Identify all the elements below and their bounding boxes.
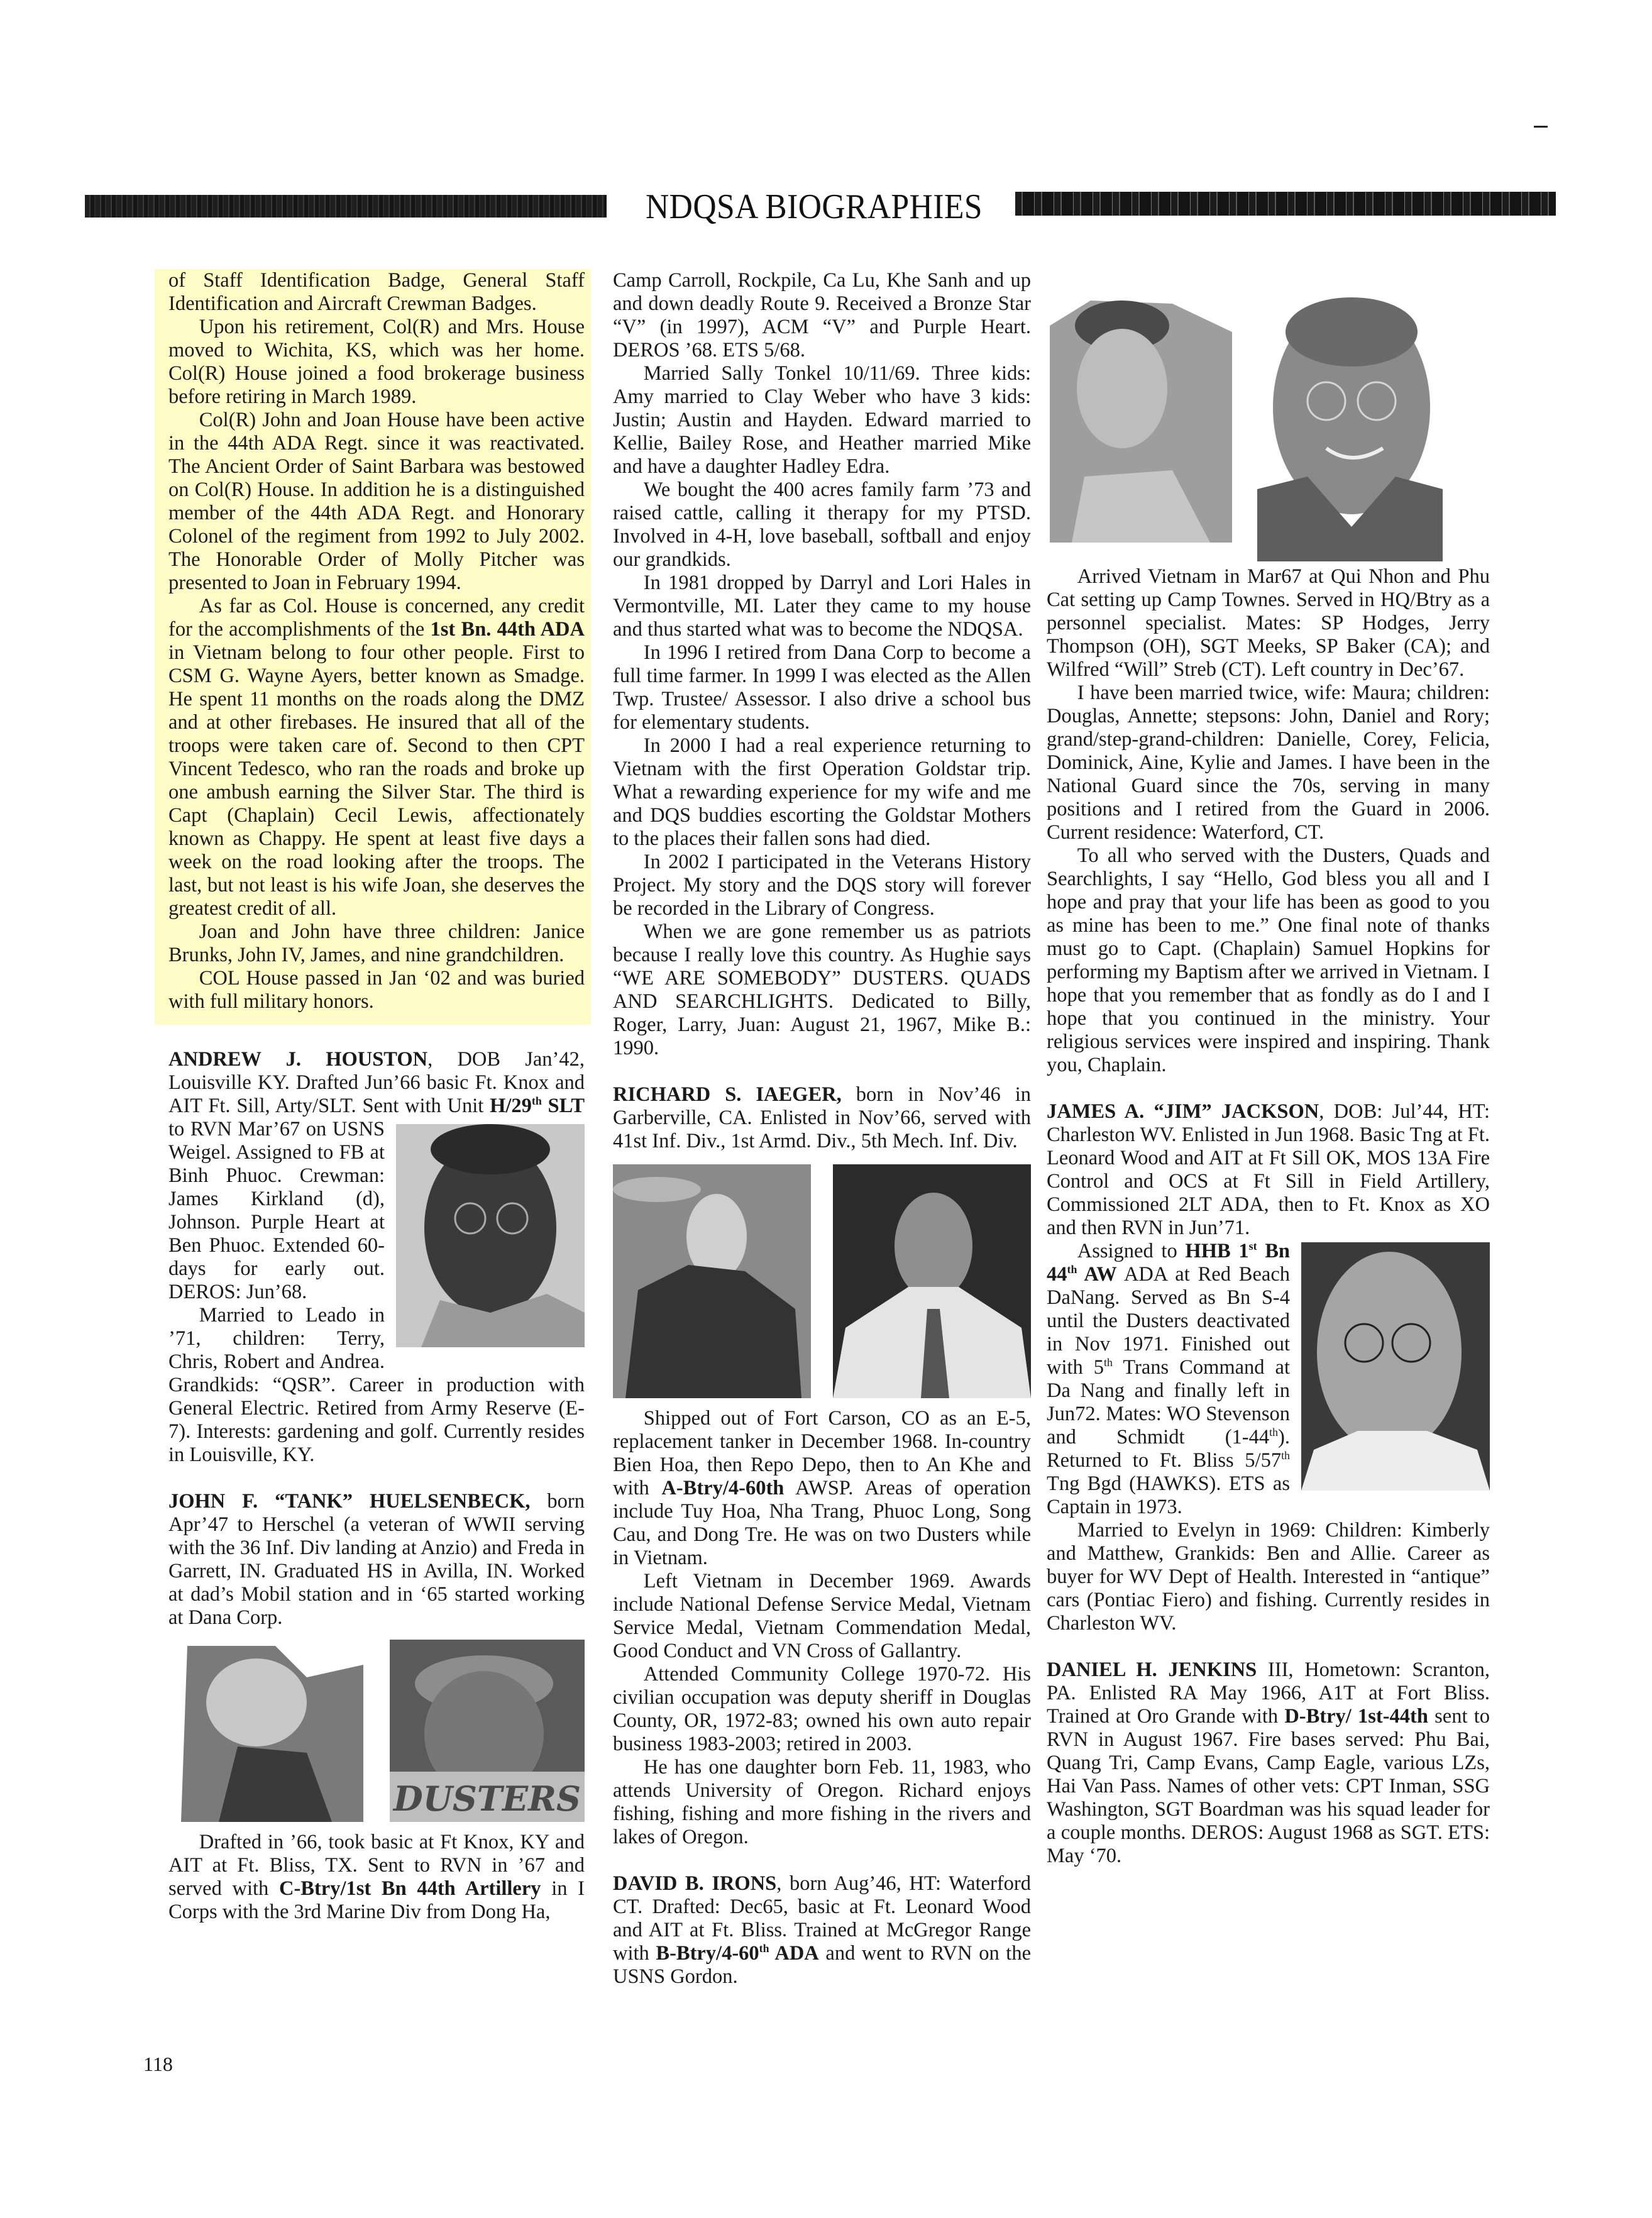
bio-paragraph: Assigned to HHB 1st Bn 44th AW ADA at Red Beach DaNang. Served as Bn S-4 until the Dusters deactivated in Nov 1971. Finished out with 5th Trans Command at Da Nang and finally left in Jun72. Mates: WO Stevenson and Schmidt (1-44th). Returned to Ft. Bliss 5/57th Tng Bgd (HAWKS). ETS as Captain in 1973. [1047, 1240, 1290, 1518]
banner-bar-right [1015, 192, 1556, 216]
photo-iaeger-recent [833, 1164, 1031, 1398]
bio-paragraph: Col(R) John and Joan House have been active in the 44th ADA Regt. since it was reactivated. The Ancient Order of Saint Barbara was bestowed on Col(R) House. In addition he is a distinguished member of the 44th ADA Regt. and Honorary Colonel of the regiment from 1992 to July 2002. The Honorable Order of Molly Pitcher was presented to Joan in February 1994. [168, 409, 585, 594]
bio-paragraph: Drafted in ’66, took basic at Ft Knox, KY and AIT at Ft. Bliss, TX. Sent to RVN in ’67 and served with C-Btry/1st Bn 44th Artillery in I Corps with the 3rd Marine Div from Dong Ha, [168, 1831, 585, 1923]
page-number: 118 [143, 2053, 173, 2075]
bio-name: ANDREW J. HOUSTON [168, 1048, 428, 1071]
page-title: NDQSA BIOGRAPHIES [646, 187, 983, 226]
bio-paragraph: ANDREW J. HOUSTON, DOB Jan’42, Louisville KY. Drafted Jun’66 basic Ft. Knox and AIT Ft. Sill, Arty/SLT. Sent with Unit H/29th SLT to RVN Mar’67 on USNS Weigel. Assigned to FB at Binh Phuoc. Crewman: James Kirkland (d), Johnson. Purple Heart at Ben Phuoc. Extended 60-days for early out. DEROS: Jun’68. [168, 1048, 585, 1304]
photo-iaeger-young [613, 1164, 811, 1398]
bio-paragraph: We bought the 400 acres family farm ’73 and raised cattle, calling it therapy for my PTSD. Involved in 4-H, love baseball, softball and enjoy our grandkids. [613, 478, 1031, 571]
bio-name: RICHARD S. IAEGER, [613, 1083, 842, 1106]
bio-name: DANIEL H. JENKINS [1047, 1658, 1257, 1681]
bio-paragraph: Married Sally Tonkel 10/11/69. Three kids: Amy married to Clay Weber who have 3 kids: Justin; Austin and Hayden. Edward married to Kellie, Bailey Rose, and Heather married Mike and have a daughter Hadley Edra. [613, 362, 1031, 478]
bio-paragraph: In 2000 I had a real experience returning to Vietnam with the first Operation Goldstar trip. What a rewarding experience for my wife and me and DQS buddies escorting the Goldstar Mothers to the places their fallen sons had died. [613, 734, 1031, 850]
photo-row [181, 1640, 585, 1822]
bio-paragraph: In 1996 I retired from Dana Corp to become a full time farmer. In 1999 I was elected as the Allen Twp. Trustee/ Assessor. I also drive a school bus for elementary students. [613, 641, 1031, 734]
photo-huelsenbeck-young [181, 1640, 363, 1822]
column-3 [1047, 269, 1490, 1868]
bio-name: JOHN F. “TANK” HUELSENBECK, [168, 1490, 531, 1513]
bio-paragraph: Married to Evelyn in 1969: Children: Kimberly and Matthew, Grankids: Ben and Allie. Career as buyer for WV Dept of Health. Interested in “antique” cars (Pontiac Fiero) and fishing. Currently resides in Charleston WV. [1047, 1519, 1490, 1635]
bio-paragraph: Attended Community College 1970-72. His civilian occupation was deputy sheriff in Douglas County, OR, 1972-83; owned his own auto repair business 1983-2003; retired in 2003. [613, 1663, 1031, 1755]
bio-paragraph: JOHN F. “TANK” HUELSENBECK, born Apr’47 to Herschel (a veteran of WWII serving with the 36 Inf. Div landing at Anzio) and Freda in Garrett, IN. Graduated HS in Avilla, IN. Worked at dad’s Mobil station and in ‘65 started working at Dana Corp. [168, 1490, 585, 1629]
bio-paragraph: In 2002 I participated in the Veterans History Project. My story and the DQS story will forever be recorded in the Library of Congress. [613, 851, 1031, 920]
bio-houston [168, 1048, 585, 1467]
bio-paragraph: DAVID B. IRONS, born Aug’46, HT: Waterford CT. Drafted: Dec65, basic at Ft. Leonard Wood and AIT at Ft. Bliss. Trained at McGregor Range with B-Btry/4-60th ADA and went to RVN on the USNS Gordon. [613, 1872, 1032, 1988]
bio-paragraph: As far as Col. House is concerned, any credit for the accomplishments of the 1st Bn. 44th ADA in Vietnam belong to four other people. First to CSM G. Wayne Ayers, better known as Smadge. He spent 11 months on the roads along the DMZ and at other firebases. He insured that all of the troops were taken care of. Second to then CPT Vincent Tedesco, who ran the roads and broke up one ambush earning the Silver Star. The third is Capt (Chaplain) Cecil Lewis, affectionately known as Chappy. He spent at least five days a week on the road looking after the troops. The last, but not least is his wife Joan, she deserves the greatest credit of all. [168, 595, 585, 920]
bio-paragraph: In 1981 dropped by Darryl and Lori Hales in Vermontville, MI. Later they came to my house and thus started what was to become the NDQSA. [613, 571, 1031, 641]
bio-irons [613, 1872, 1031, 1989]
bio-paragraph: Left Vietnam in December 1969. Awards include National Defense Service Medal, Vietnam Service Medal, Vietnam Commendation Medal, Good Conduct and VN Cross of Gallantry. [613, 1570, 1031, 1662]
photo-irons-young [1047, 288, 1232, 543]
bio-paragraph: He has one daughter born Feb. 11, 1983, who attends University of Oregon. Richard enjoys fishing, fishing and more fishing in the rivers and lakes of Oregon. [613, 1756, 1031, 1848]
bio-paragraph: Joan and John have three children: Janice Brunks, John IV, James, and nine grandchildren. [168, 920, 585, 966]
bio-name: JAMES A. “JIM” JACKSON [1047, 1100, 1319, 1123]
photo-houston [396, 1124, 585, 1347]
bio-paragraph: Camp Carroll, Rockpile, Ca Lu, Khe Sanh and up and down deadly Route 9. Received a Bronze Star “V” (in 1997), ACM “V” and Purple Heart. DEROS ’68. ETS 5/68. [613, 269, 1031, 361]
bio-paragraph: of Staff Identification Badge, General Staff Identification and Aircraft Crewman Badges. [168, 269, 585, 315]
photo-row [613, 1164, 1031, 1398]
photo-jackson [1301, 1242, 1490, 1491]
bio-jackson [1047, 1100, 1490, 1635]
highlighted-bio-house [155, 269, 591, 1025]
column-2 [613, 269, 1031, 1989]
bio-paragraph: When we are gone remember us as patriots because I really love this country. As Hughie says “WE ARE SOMEBODY” DUSTERS. QUADS AND SEARCHLIGHTS. Dedicated to Billy, Roger, Larry, Juan: August 21, 1967, Mike B.: 1990. [613, 920, 1031, 1059]
dusters-shirt-logo: DUSTERS [393, 1779, 581, 1819]
bio-paragraph: DANIEL H. JENKINS III, Hometown: Scranton, PA. Enlisted RA May 1966, A1T at Fort Bliss. Trained at Oro Grande with D-Btry/ 1st-44th sent to RVN in August 1967. Fire bases served: Phu Bai, Quang Tri, Camp Evans, Camp Eagle, various LZs, Hai Van Pass. Names of other vets: CPT Inman, SSG Washington, SGT Boardman was his squad leader for a couple months. DEROS: August 1968 as SGT. ETS: May ‘70. [1047, 1658, 1490, 1867]
bio-paragraph: COL House passed in Jan ‘02 and was buried with full military honors. [168, 967, 585, 1013]
bio-iaeger [613, 1083, 1031, 1849]
scan-mark [1534, 126, 1548, 128]
bio-paragraph: Shipped out of Fort Carson, CO as an E-5, replacement tanker in December 1968. In-country Bien Hoa, then Repo Depo, then to An Khe and with A-Btry/4-60th AWSP. Areas of operation include Tuy Hoa, Nha Trang, Phuoc Long, Song Cau, and Dong Tre. He was on two Dusters while in Vietnam. [613, 1407, 1031, 1569]
bio-paragraph: JAMES A. “JIM” JACKSON, DOB: Jul’44, HT: Charleston WV. Enlisted in Jun 1968. Basic Tng at Ft. Leonard Wood and AIT at Ft Sill OK, MOS 13A Fire Control and OCS at Ft Sill in Field Artillery, Commissioned 2LT ADA, then to Ft. Knox as XO and then RVN in Jun’71. [1047, 1100, 1490, 1239]
banner-bar-left [85, 195, 607, 218]
column-1 [168, 269, 585, 1924]
bio-paragraph: I have been married twice, wife: Maura; children: Douglas, Annette; stepsons: John, Daniel and Rory; grand/step-grand-children: Danielle, Corey, Felicia, Dominick, Aine, Kylie and James. I have been in the National Guard since the 70s, serving in many positions and I retired from the Guard in 2006. Current residence: Waterford, CT. [1047, 681, 1490, 844]
bio-paragraph: Married to Leado in ’71, children: Terry, Chris, Robert and Andrea. Grandkids: “QSR”. Career in production with General Electric. Retired from Army Reserve (E-7). Interests: gardening and golf. Currently resides in Louisville, KY. [168, 1304, 585, 1466]
bio-jenkins [1047, 1658, 1490, 1868]
photo-irons-recent [1257, 288, 1443, 561]
bio-paragraph: Arrived Vietnam in Mar67 at Qui Nhon and Phu Cat setting up Camp Townes. Served in HQ/Btry as a personnel specialist. Mates: SP Hodges, Jerry Thompson (OH), SGT Meeks, SP Baker (CA); and Wilfred “Will” Streb (CT). Left country in Dec’67. [1047, 565, 1490, 681]
bio-huelsenbeck [168, 1490, 585, 1924]
photo-row [1047, 288, 1484, 561]
bio-paragraph: Upon his retirement, Col(R) and Mrs. House moved to Wichita, KS, which was her home. Col(R) House joined a food brokerage business before retiring in March 1989. [168, 316, 585, 408]
bio-name: DAVID B. IRONS [613, 1872, 777, 1895]
bio-paragraph: To all who served with the Dusters, Quads and Searchlights, I say “Hello, God bless you all and I hope and pray that your life has been as good to you as mine has been to me.” One final note of thanks must go to Capt. (Chaplain) Samuel Hopkins for performing my Baptism after we arrived in Vietnam. I hope that you remember that as fondly as do I and I hope that you continued in the ministry. Your religious services were inspired and inspiring. Thank you, Chaplain. [1047, 844, 1490, 1076]
photo-huelsenbeck-dusters [390, 1640, 585, 1822]
bio-paragraph: RICHARD S. IAEGER, born in Nov’46 in Garberville, CA. Enlisted in Nov’66, served with 41st Inf. Div., 1st Armd. Div., 5th Mech. Inf. Div. [613, 1083, 1031, 1152]
section-banner [85, 187, 1556, 226]
